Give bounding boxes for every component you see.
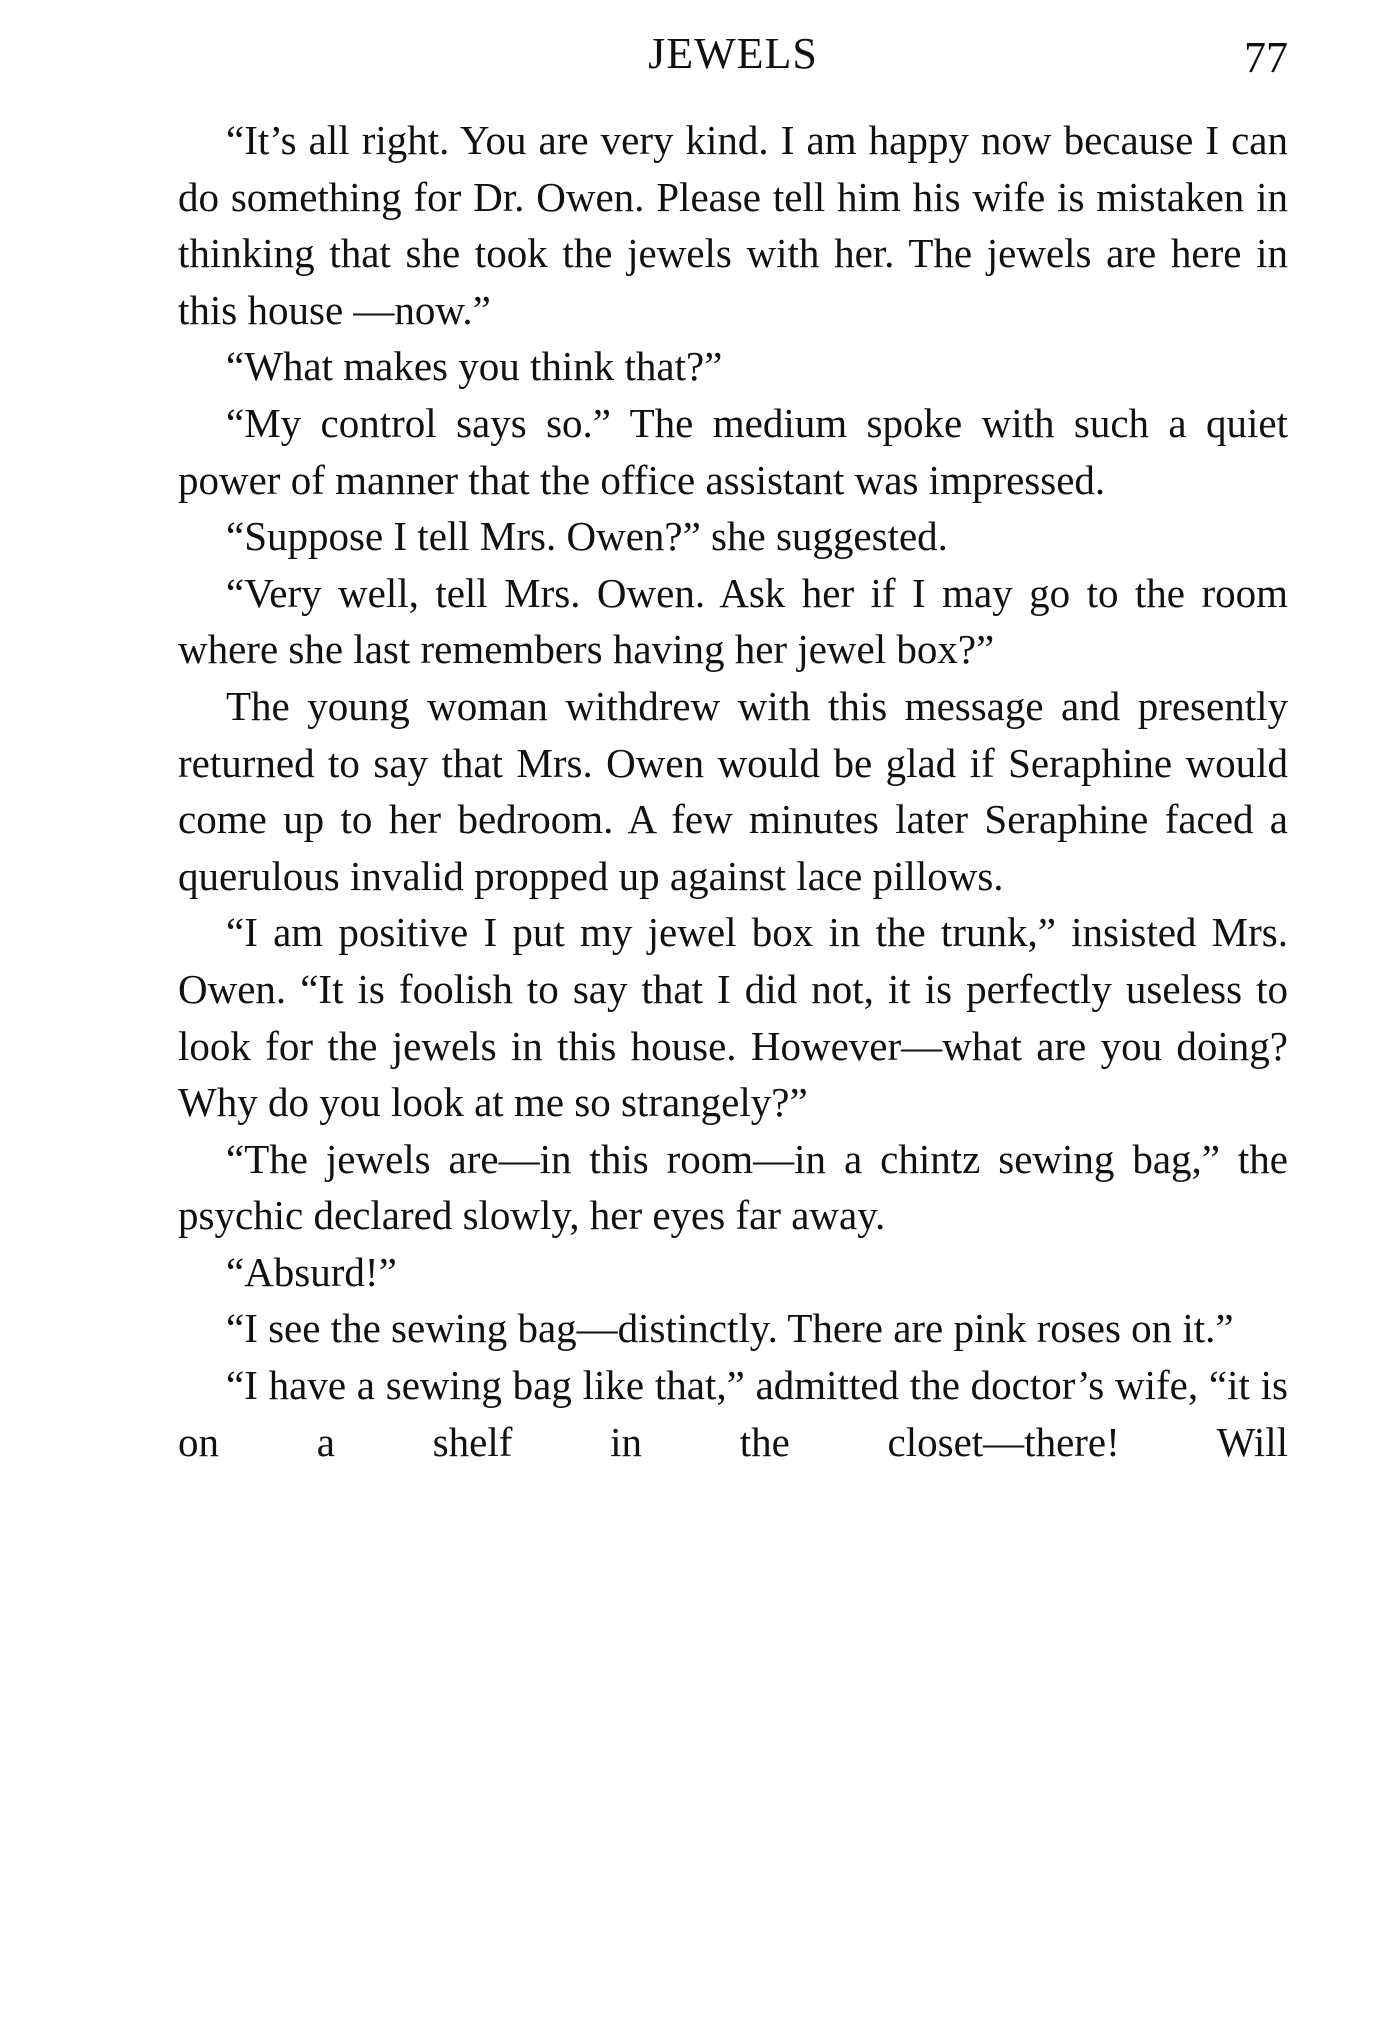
- paragraph: “My control says so.” The medium spoke with such a quiet power of manner that the office assistant was impressed.: [178, 399, 1288, 503]
- paragraph: “I see the sewing bag—distinctly. There are pink roses on it.”: [226, 1305, 1234, 1352]
- paragraph: The young woman withdrew with this message and presently returned to say that Mrs. Owen would be glad if Seraphine would come up to her bedroom. A few minutes later Seraphine faced a querulous invalid propped up against lace pillows.: [178, 682, 1288, 899]
- paragraph: “Absurd!”: [226, 1248, 397, 1295]
- paragraph: “Suppose I tell Mrs. Owen?” she suggested.: [226, 513, 948, 560]
- paragraph: “It’s all right. You are very kind. I am happy now because I can do something for Dr. Owen. Please tell him his wife is mistaken in thinking that she took the jewels with her. The jewels are here in this house —now.”: [178, 117, 1288, 333]
- running-title: JEWELS: [648, 29, 818, 78]
- paragraph: “What makes you think that?”: [226, 343, 723, 390]
- page-number: 77: [1244, 33, 1288, 82]
- paragraph: “I am positive I put my jewel box in the trunk,” insisted Mrs. Owen. “It is foolish to say that I did not, it is perfectly useless to look for the jewels in this house. However—what are you doing? Why do you look at me so strangely?”: [178, 909, 1288, 1126]
- paragraph: “I have a sewing bag like that,” admitted the doctor’s wife, “it is on a shelf in the closet—there! Will: [178, 1362, 1288, 1465]
- paragraph: “The jewels are—in this room—in a chintz sewing bag,” the psychic declared slowly, her eyes far away.: [178, 1135, 1288, 1239]
- running-head: [178, 28, 1288, 90]
- body-text: [178, 112, 1288, 1470]
- paragraph: “Very well, tell Mrs. Owen. Ask her if I may go to the room where she last remembers having her jewel box?”: [178, 569, 1288, 673]
